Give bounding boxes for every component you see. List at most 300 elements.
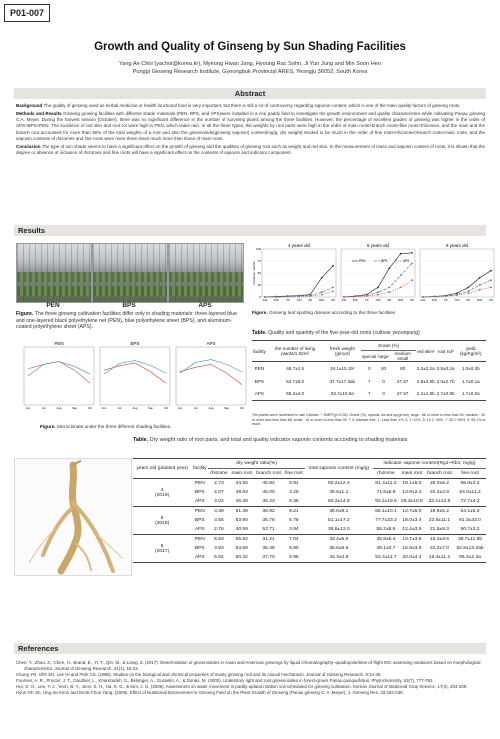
leaf-x-tick: 8/6 xyxy=(466,299,471,302)
year-value: 4 xyxy=(160,487,164,493)
leaf-point xyxy=(490,270,492,272)
climate-x-tick: Oct xyxy=(87,406,93,410)
leaf-panel-title: 4 years old xyxy=(287,243,311,248)
table-cell: APS xyxy=(194,555,205,560)
leaf-point xyxy=(479,284,481,286)
abstract-heading: Abstract xyxy=(14,88,486,99)
table-cell-part: 27 xyxy=(396,391,403,397)
climate-x-tick: Aug xyxy=(56,406,62,410)
climate-x-tick: Aug xyxy=(208,406,214,410)
leaf-point xyxy=(479,289,481,291)
table-cell: 52.71 xyxy=(262,527,275,532)
table-cell: 40.59 xyxy=(235,527,248,532)
table-cell: 22.4±3.9 xyxy=(429,490,449,495)
leaf-point xyxy=(332,287,334,289)
table-cell: 37.70 xyxy=(262,555,275,560)
photo-caption-text: The three ginseng cultivation facilities differ only in shading materials: three-layered blue and one-layered black polyethylene net (PEN), blue polyethylene sheet (BPS), and aluminum-coated polyethylene sheet (APS). xyxy=(16,311,237,331)
leaf-spot-charts xyxy=(252,241,493,307)
leaf-point xyxy=(479,277,481,279)
leaf-point xyxy=(275,296,277,298)
leaf-x-tick: 7/23 xyxy=(296,299,302,302)
leaf-point xyxy=(388,267,390,269)
table-cell: 60.2±14.8 xyxy=(327,499,350,504)
photo-bps xyxy=(92,243,168,303)
table-cell: 26.3±10.8 xyxy=(401,499,423,504)
leaf-x-tick: 6/11 xyxy=(341,299,347,302)
leaf-point xyxy=(400,275,402,277)
table1-caption xyxy=(252,330,488,336)
table-cell: 34.1±15.1b¹ xyxy=(330,365,355,371)
t2-h-rhizome2: rhizome xyxy=(377,471,395,476)
table-cell: 52.4±11.7 xyxy=(375,555,397,560)
table-cell xyxy=(390,375,416,388)
year-cell xyxy=(133,507,191,535)
leaf-caption-label: Figure. xyxy=(252,310,268,315)
table-cell: 2.9±2.8b xyxy=(416,378,435,384)
t1-h-medium: medium small xyxy=(394,351,411,361)
t2-h-total-saponin: total saponin content (mg/g) xyxy=(305,459,373,479)
leaf-legend-label: PEN xyxy=(359,259,366,264)
table-cell: 49.63 xyxy=(235,490,248,495)
table-cell: 12.7±5.0 xyxy=(402,509,422,514)
climate-x-tick: Sep xyxy=(72,406,77,410)
leaf-x-tick: 7/9 xyxy=(364,299,369,302)
leaf-point xyxy=(287,296,289,298)
table-cell: 3.39 xyxy=(214,509,224,514)
table-cell: 45.00 xyxy=(262,490,275,495)
t1-h-living: the number of living plants/1.62m² xyxy=(267,341,324,362)
table-cell: 37.7±17.3ab xyxy=(329,378,356,384)
climate-x-tick: Sep xyxy=(148,406,153,410)
table-cell: 71.5±6.9 xyxy=(376,490,396,495)
table-cell: PEN xyxy=(194,481,205,486)
table-cell: 55.92 xyxy=(235,537,248,542)
table2-saponin xyxy=(133,458,486,563)
leaf-x-tick: 6/25 xyxy=(273,299,279,302)
table-cell: 1.0±0.2b xyxy=(461,365,480,371)
table-cell: APS xyxy=(254,391,264,397)
table-row xyxy=(133,535,486,545)
climate-panel-frame xyxy=(176,347,246,405)
table-cell: 23.5±11.1 xyxy=(428,518,451,523)
climate-x-tick: Oct xyxy=(163,406,169,410)
table2-label: Table. xyxy=(133,437,149,443)
leaf-point xyxy=(332,290,334,292)
climate-panel-title: PEN xyxy=(54,341,64,346)
table-cell: 0 xyxy=(382,391,385,397)
results-heading: Results xyxy=(14,225,486,236)
table1-quality xyxy=(252,340,486,401)
table-cell-part: 27 xyxy=(396,378,403,384)
table-cell: 3.02 xyxy=(214,499,224,504)
table-cell: 31.21 xyxy=(262,537,275,542)
t2-h-dry-weight: dry weight ratio(%) xyxy=(208,459,304,469)
table-cell: 44.55 xyxy=(235,481,248,486)
photo-aps xyxy=(168,243,244,303)
table-cell: 48.1±0.7 xyxy=(376,546,396,551)
leaf-x-tick: 8/6 xyxy=(308,299,313,302)
leaf-point xyxy=(467,292,469,294)
climate-x-tick: Jun xyxy=(101,406,107,410)
leaf-point xyxy=(433,296,435,298)
table-cell: 2.7±0.8b xyxy=(436,391,455,397)
table-cell: 51.1±17.2 xyxy=(327,518,350,523)
table-cell: 0 xyxy=(382,378,385,384)
table-cell: 3.94 xyxy=(289,527,299,532)
leaf-x-tick: 8/6 xyxy=(387,299,392,302)
leaf-chart-caption xyxy=(252,310,488,316)
table-cell: 2.07 xyxy=(214,490,224,495)
table-cell: 5.78 xyxy=(289,518,299,523)
year-value: 5 xyxy=(160,515,164,521)
background-label: Background xyxy=(16,103,43,108)
leaf-point xyxy=(332,265,334,267)
table-cell: 1.7±0.0a xyxy=(461,391,480,397)
table1-caption-text: Quality and quantity of the five-year-old roots (cultivar yeounpung) xyxy=(268,330,420,336)
table-cell: 53.90 xyxy=(235,518,248,523)
climate-panel-title: BPS xyxy=(130,341,140,346)
author-names: Yang Ae Choi (yachoi@korea.kr), Myeong Hwan Jang, Hyoung Rac Sohn, Ji Yun Jung and Min Soon Heo xyxy=(118,61,381,67)
conclusion-text: The type of sun shade seems to have a significant effect on the growth of ginseng and the qualities of ginseng root such as weight and red skin. In the measurement of mass and saponin content of roots, it is shown that the degree or absence of inclusion of rhizomes and fine roots will have a significant effect on the contents of saponin and indicator component. xyxy=(16,143,485,156)
table-cell: 35.8±5.4 xyxy=(376,537,396,542)
leaf-point xyxy=(309,295,311,297)
reference-item: Chung YR, Ohh SH, Lee IH and Park CS. (1985). Studies on the biological and chemical properties of musty ginseng root and its causal mechanism. Journal of Ginseng Research. 9:24-35. xyxy=(16,672,382,677)
table-cell: 72.7±4.2 xyxy=(460,499,480,504)
planted-year: (2018) xyxy=(155,520,170,526)
climate-caption-text: Microclimate under the three different shading facilities. xyxy=(56,424,172,429)
leaf-y-label: Incidence rate(%) xyxy=(252,261,256,285)
table1-note: The plants were harvested in late October. ¹: DMRT(p<0.05). Grade (%), special: 6d and up(g/root), large : 68 or more to less than 94, medium : 50 or more and less than 68, small : 16 or more to less than 50. ²: 0: disease free, 1: Less than 1%, 3: 1~10%, 5: 10.1~30%, 7: 30.1~50%, 9: 50.1% or more. xyxy=(252,413,486,427)
table-cell: PEN xyxy=(194,537,205,542)
climate-svg xyxy=(16,337,248,419)
leaf-point xyxy=(366,295,368,297)
table-cell: 5.02 xyxy=(214,555,224,560)
table-cell: 50.2±12.4 xyxy=(327,481,350,486)
leaf-point xyxy=(490,279,492,281)
leaf-point xyxy=(377,287,379,289)
table-cell: 2.73 xyxy=(214,481,224,486)
planted-year: (2019) xyxy=(155,492,170,498)
climate-charts xyxy=(16,337,248,419)
leaf-x-tick: 6/11 xyxy=(420,299,426,302)
author-affiliation: Punggi Ginseng Research Institute, Gyeongbuk Provincial ARES, Yeongju 36052, South Korea xyxy=(132,69,368,75)
t1-h-special: special xyxy=(362,353,377,359)
t1-h-large: large xyxy=(378,353,389,359)
climate-x-tick: Jul xyxy=(117,406,122,410)
climate-x-tick: Jul xyxy=(193,406,198,410)
leaf-point xyxy=(321,294,323,296)
leaf-y-tick: 75 xyxy=(257,259,261,264)
ginseng-root-svg xyxy=(15,459,131,575)
reference-item: Chen, Y., Zhao, Z., Chen, H., Brand, E., Yi, T., Qin, M., & Liang, Z. (2017). Determination of ginsenosides in Asian and American ginsengs by liquid chromatography–quadrupole/time-of-flight MS: assessing variations based on morphological characteristics. Journal of Ginseng Research, 41(1), 10-22. xyxy=(16,660,481,671)
table-cell: 12.4±3.5 xyxy=(402,527,422,532)
climate-panel-title: APS xyxy=(206,341,216,346)
leaf-point xyxy=(343,296,345,298)
table-cell: 3.3±2.2a xyxy=(416,365,435,371)
leaf-point xyxy=(467,287,469,289)
t2-h-fine: fine root xyxy=(285,471,303,476)
table-cell: 19.4±11.2 xyxy=(428,555,451,560)
photo-label-pen: PEN xyxy=(46,302,60,309)
t1-h-redskin: red skin² xyxy=(416,341,436,362)
table-cell-part: 67 xyxy=(403,391,409,397)
table-cell: 20.0±4.4 xyxy=(402,555,422,560)
table-cell: 7 xyxy=(367,391,371,397)
ginseng-root-photo xyxy=(14,458,132,576)
leaf-point xyxy=(411,263,413,265)
table-cell: APS xyxy=(194,527,205,532)
table-cell: 3.93 xyxy=(214,546,224,551)
reference-item: Fournier, A. R., Proctor, J. T., Gauthier, L., Khanizadeh, S., Bélanger, A., Gosselin, A., & Dorais, M. (2003). Understory light and root ginsenosides in forest-grown Panax quinquefolius. Phytochemistry, 63(7), 777-782. xyxy=(16,678,434,683)
poster-id-badge: P01-007 xyxy=(4,4,50,22)
table-cell: 15.9±3.9 xyxy=(402,546,422,551)
t2-h-branch: branch root xyxy=(256,471,281,476)
photo-label-aps: APS xyxy=(198,302,212,309)
table-cell: 33.4±5.6 xyxy=(329,537,349,542)
photo-caption xyxy=(16,311,244,331)
table-cell: 53.7±9.0 xyxy=(286,378,305,384)
climate-x-tick: Jun xyxy=(177,406,183,410)
table-cell-part: 67 xyxy=(403,378,409,384)
table-cell: 8.21 xyxy=(289,509,299,514)
leaf-x-tick: 9/3 xyxy=(489,299,493,302)
leaf-x-tick: 8/20 xyxy=(319,299,325,302)
leaf-point xyxy=(490,287,492,289)
leaf-y-tick: 25 xyxy=(257,283,261,288)
leaf-legend-label: BPS xyxy=(381,259,388,264)
leaf-point xyxy=(377,291,379,293)
table-cell: 3.5±0.2a xyxy=(436,365,455,371)
t2-h-years: years old (planted year) xyxy=(133,459,191,479)
leaf-x-tick: 6/11 xyxy=(262,299,268,302)
leaf-point xyxy=(400,287,402,289)
t1-h-facility: facility xyxy=(252,341,267,362)
reference-item: Hur, S. O., Lee, Y. J., Yeon, B. Y., Jeon, S. H., Ha, S. G., & Kim, J. G. (2009). Assessment on water movement in paddy-upland rotation soil scheduled for ginseng cultivation. Korean Journal of Medicinal Crop Science, 17(3), 204-209. xyxy=(16,684,468,689)
leaf-point xyxy=(388,291,390,293)
reference-item: Hyun-Oh Jin, Ung-Jin Kim1 and Deok-Chun Yang. (2009). Effect of Nutritional Environment in Ginseng Field on the Plant Growth of Ginseng (Panax ginseng C. A. Meyer). J. Ginseng Res. 33:234-239. xyxy=(16,690,404,695)
leaf-point xyxy=(321,291,323,293)
table-cell: 15.3±3.6 xyxy=(429,537,449,542)
table-cell: 45.23 xyxy=(262,499,275,504)
table-cell: 39.6±1.1 xyxy=(329,490,349,495)
table-cell: 18.0±3.4 xyxy=(402,518,422,523)
t1-h-fresh: fresh weight (g/root) xyxy=(324,341,362,362)
leaf-y-tick: 100 xyxy=(255,247,261,252)
table2-caption xyxy=(133,437,488,443)
table-cell: 48.7±1.5 xyxy=(286,365,305,371)
table-cell: 18.1±5.0 xyxy=(402,481,422,486)
table-cell: BPS xyxy=(194,518,205,523)
table-cell: 46.40 xyxy=(235,499,248,504)
table-cell: 42.3±4.6 xyxy=(329,555,349,560)
table-cell: 93.2±19.5 xyxy=(375,499,397,504)
table-cell: PEN xyxy=(254,365,265,371)
leaf-point xyxy=(298,296,300,298)
t1-h-yield: yield (kg/Kg/m²) xyxy=(456,341,486,362)
leaf-y-tick: 0 xyxy=(259,295,261,300)
climate-x-tick: Aug xyxy=(132,406,138,410)
leaf-x-tick: 6/25 xyxy=(352,299,358,302)
table-cell xyxy=(390,388,416,401)
t1-h-rootrot: root rot³ xyxy=(436,341,456,362)
table1-label: Table. xyxy=(252,330,267,336)
leaf-panel-title: 5 years old xyxy=(366,243,390,248)
leaf-legend-label: APS xyxy=(403,259,410,264)
references-heading: References xyxy=(14,643,486,654)
table2-caption-text: Dry weight ratio of root parts, and total and quality indicator saponin contents according to shading materials xyxy=(149,437,408,443)
table-cell: 5.90 xyxy=(289,546,299,551)
table-cell: 77.7±33.2 xyxy=(375,518,397,523)
conclusion-label: Conclusion xyxy=(16,143,41,149)
photo-pen xyxy=(16,243,92,303)
table-cell: 5.83 xyxy=(214,537,224,542)
t2-h-facility: facility xyxy=(191,459,208,479)
table-cell: 22.3±7.0 xyxy=(429,546,449,551)
leaf-spot-svg xyxy=(252,241,493,307)
t2-h-main2: main root xyxy=(401,471,423,476)
year-cell xyxy=(133,535,191,563)
table-cell: 33.1±12.6 xyxy=(428,499,451,504)
table-cell: 2.2±1.8b xyxy=(416,391,435,397)
climate-x-tick: Jul xyxy=(41,406,46,410)
climate-caption-label: Figure. xyxy=(40,424,56,429)
year-cell xyxy=(133,479,191,507)
leaf-point xyxy=(377,294,379,296)
table-cell: 54.1±6.3 xyxy=(460,509,480,514)
table-cell: 7.04 xyxy=(289,537,299,542)
table-cell: 13.7±3.6 xyxy=(402,537,422,542)
table-cell: 7 xyxy=(367,378,371,384)
table-cell: 58.0±3.2 xyxy=(460,481,480,486)
table-cell: 2.76 xyxy=(214,527,224,532)
table-cell: 81.3±33.0 xyxy=(459,518,481,523)
table-cell: 39.7±11.9b xyxy=(457,537,483,542)
background-text: The quality of ginseng used as herbal medicine or health functional food is very important, but there is still a lot of controversy regarding saponin content, which is one of the main quality factors of ginseng roots. xyxy=(43,103,461,108)
table-cell: 5.36 xyxy=(289,499,299,504)
leaf-point xyxy=(264,296,266,298)
table-cell: 81.4±11.2 xyxy=(375,481,397,486)
table-cell: 39.6±9.1 xyxy=(329,509,349,514)
table-cell: 21.5±9.3 xyxy=(429,527,449,532)
methods-label: Methods and Results xyxy=(16,110,62,116)
year-value: 6 xyxy=(160,543,164,549)
table-cell: 3.55 xyxy=(214,518,224,523)
table-cell: APS xyxy=(194,499,205,504)
table-cell: 26.0±6.2 xyxy=(429,481,449,486)
table-cell: 36.78 xyxy=(262,518,275,523)
table-cell: 1.7±0.1a xyxy=(461,378,480,384)
photo-label-bps: BPS xyxy=(122,302,136,309)
leaf-point xyxy=(388,287,390,289)
leaf-point xyxy=(321,277,323,279)
t1-h-grade: Grade (%) xyxy=(361,341,416,351)
poster-title: Growth and Quality of Ginseng by Sun Shading Facilities xyxy=(94,41,406,53)
leaf-x-tick: 9/3 xyxy=(331,299,335,302)
table-cell: 35.49 xyxy=(262,546,275,551)
table-row xyxy=(133,507,486,517)
table-cell: 50.32 xyxy=(235,555,248,560)
leaf-point xyxy=(467,290,469,292)
table-cell: BPS xyxy=(194,490,205,495)
leaf-x-tick: 8/20 xyxy=(477,299,483,302)
t2-h-indicator: indicator saponin content(Rg1+Rb1, mg/g) xyxy=(373,459,486,469)
climate-panel-frame xyxy=(100,347,170,405)
table-cell: 36.6±12.0 xyxy=(327,527,350,532)
table-cell: 3.29 xyxy=(289,490,299,495)
abstract-body xyxy=(16,103,485,158)
leaf-point xyxy=(411,279,413,281)
table-cell: 53.7±10.6a xyxy=(330,391,354,397)
authors-block xyxy=(0,60,500,76)
table-cell: 13.9±2.4 xyxy=(402,490,422,495)
leaf-x-tick: 9/3 xyxy=(410,299,414,302)
climate-x-tick: Sep xyxy=(224,406,229,410)
t2-h-fine2: fine root xyxy=(461,471,479,476)
leaf-point xyxy=(456,294,458,296)
leaf-x-tick: 6/25 xyxy=(431,299,437,302)
leaf-point xyxy=(445,295,447,297)
t2-h-main: main root xyxy=(231,471,252,476)
t2-h-rhizome: rhizome xyxy=(210,471,228,476)
climate-x-tick: Jun xyxy=(25,406,31,410)
table-row xyxy=(133,479,486,489)
leaf-point xyxy=(422,296,424,298)
leaf-x-tick: 7/23 xyxy=(454,299,460,302)
table-cell: PEN xyxy=(194,509,205,514)
leaf-panel-title: 6 years old xyxy=(445,243,469,248)
leaf-point xyxy=(411,252,413,254)
table-cell: 54.69 xyxy=(235,546,248,551)
t2-h-branch2: branch root xyxy=(427,471,452,476)
methods-text: Ginseng growing facilities with different shade materials (PEN, BPS, and APS)were installed in a rice paddy field to investigate the growth environment and quality characteristics while cultivating Panax ginseng C.A. Meyer. During the harvest season (October), there was no significant difference in the number of surviving plants among the three facilities. However, the percentage of excellent grades of ginseng was higher in the order of APS>BPS>PEN. The incidence of red skin and root rot were high in PEN, which leaks rain. In all the three types, the weights by root parts were high in the order of main roots>branch roots>fine roots>rhizomes, and the main and the branch root accounted for more than 90% of the total weights of a root and also the ginsenoside(ginseng saponin) content(mg/g, dry weight) tended to be much in the order of fine roots>rhizomes>branch roots>main roots, and the saponin contents of rhizomes and fine roots were more three times much more than those of main roots. xyxy=(16,110,485,142)
table-cell: 50.7±3.2 xyxy=(460,527,480,532)
table-cell: BPS xyxy=(194,546,205,551)
table-cell: 0 xyxy=(367,365,371,371)
references-list xyxy=(16,660,486,696)
table-cell: 51.48 xyxy=(235,509,248,514)
climate-caption xyxy=(40,424,248,430)
planted-year: (2017) xyxy=(155,548,170,554)
table-cell: 86.2±2.4a xyxy=(459,555,481,560)
table-cell: 5.91 xyxy=(289,481,299,486)
leaf-x-tick: 7/9 xyxy=(443,299,448,302)
table-cell: 36.6±6.5 xyxy=(329,546,349,551)
table-cell: 20 xyxy=(380,365,387,371)
leaf-y-tick: 50 xyxy=(257,271,261,276)
leaf-x-tick: 7/23 xyxy=(375,299,381,302)
leaf-x-tick: 7/9 xyxy=(285,299,290,302)
leaf-point xyxy=(354,296,356,298)
table-cell: 80 xyxy=(400,365,406,371)
table-cell: 36.92 xyxy=(262,509,275,514)
climate-x-tick: Oct xyxy=(239,406,245,410)
table-cell: 62.8±13.2ab xyxy=(456,546,484,551)
table-cell: 3.0±2.7b xyxy=(436,378,455,384)
table-cell: 55.2±8.6 xyxy=(376,527,396,532)
climate-panel-frame xyxy=(24,347,94,405)
leaf-caption-text: Ginseng leaf spotting disease according to the three facilities xyxy=(268,310,396,315)
table-cell: 56.3±4.0 xyxy=(286,391,305,397)
table-cell: 18.9±5.2 xyxy=(429,509,449,514)
table-cell: BPS xyxy=(254,378,264,384)
table-cell: 46.82 xyxy=(262,481,275,486)
leaf-x-tick: 8/20 xyxy=(398,299,404,302)
table-cell: 55.1±10.1 xyxy=(375,509,397,514)
table-cell: 64.0±11.2 xyxy=(459,490,481,495)
leaf-point xyxy=(400,253,402,255)
photo-caption-label: Figure. xyxy=(16,311,34,317)
table-cell: 6.96 xyxy=(289,555,299,560)
